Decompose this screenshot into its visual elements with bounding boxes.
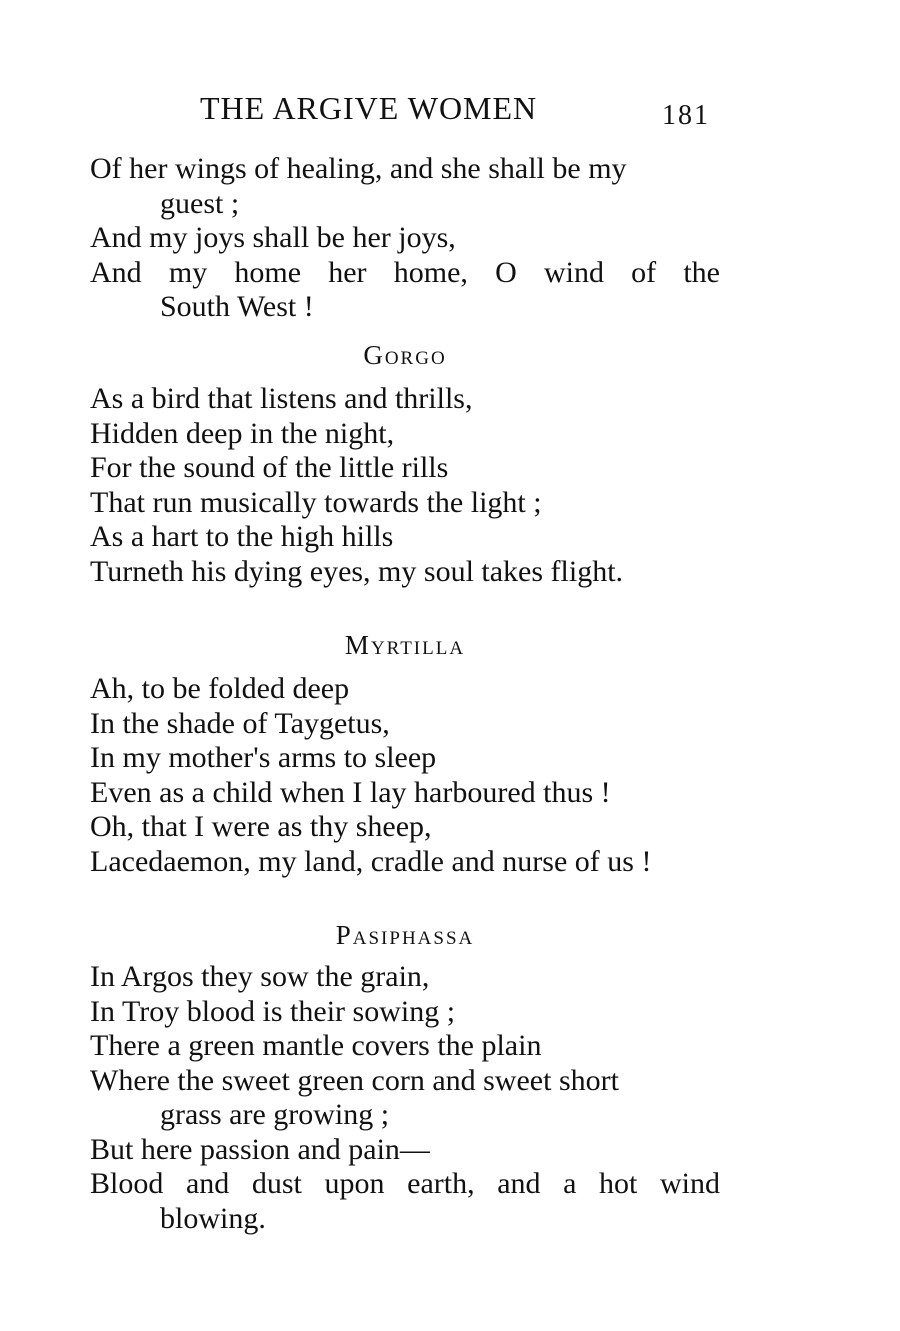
speaker-name-rest: ORGO — [384, 348, 447, 369]
verse-line: Oh, that I were as thy sheep, — [90, 810, 432, 843]
running-title: THE ARGIVE WOMEN — [200, 90, 538, 126]
verse-line: Ah, to be folded deep — [90, 672, 350, 705]
opening-stanza — [90, 152, 720, 325]
myrtilla-stanza — [90, 672, 720, 879]
verse-line-continuation: grass are growing ; — [160, 1098, 390, 1131]
verse-line-continuation: guest ; — [160, 186, 240, 220]
verse-line: And my joys shall be her joys, — [90, 221, 456, 254]
verse-line: Turneth his dying eyes, my soul takes flight. — [90, 554, 624, 588]
speaker-initial: P — [335, 920, 353, 950]
speaker-initial: G — [363, 340, 385, 370]
verse-line: As a hart to the high hills — [90, 520, 394, 553]
verse-line: Even as a child when I lay harboured thus ! — [90, 775, 611, 809]
verse-line-continuation: South West ! — [160, 290, 314, 323]
gorgo-stanza — [90, 382, 720, 589]
verse-line: For the sound of the little rills — [90, 451, 449, 484]
speaker-initial: M — [344, 630, 371, 660]
pasiphassa-stanza — [90, 960, 720, 1236]
verse-line: That run musically towards the light ; — [90, 485, 542, 519]
verse-line: In Argos they sow the grain, — [90, 960, 430, 993]
verse-line: In the shade of Taygetus, — [90, 706, 390, 740]
speaker-heading-gorgo — [90, 340, 720, 371]
verse-line: In Troy blood is their sowing ; — [90, 994, 456, 1028]
page-number: 181 — [662, 100, 710, 131]
verse-line: Of her wings of healing, and she shall be my — [90, 152, 627, 185]
speaker-heading-pasiphassa — [90, 920, 720, 951]
verse-line: As a bird that listens and thrills, — [90, 382, 473, 415]
verse-line: And my home her home, O wind of the — [90, 255, 720, 289]
verse-line: Blood and dust upon earth, and a hot wind — [90, 1167, 720, 1200]
verse-line: In my mother's arms to sleep — [90, 741, 437, 774]
speaker-name-rest: YRTILLA — [370, 638, 466, 659]
verse-line: There a green mantle covers the plain — [90, 1029, 542, 1062]
speaker-heading-myrtilla — [90, 630, 720, 661]
verse-line: Where the sweet green corn and sweet short — [90, 1063, 619, 1097]
verse-line: Lacedaemon, my land, cradle and nurse of us ! — [90, 844, 652, 878]
verse-line: But here passion and pain— — [90, 1132, 430, 1166]
verse-line: Hidden deep in the night, — [90, 416, 395, 450]
speaker-name-rest: ASIPHASSA — [352, 928, 475, 949]
verse-line-continuation: blowing. — [160, 1201, 266, 1235]
